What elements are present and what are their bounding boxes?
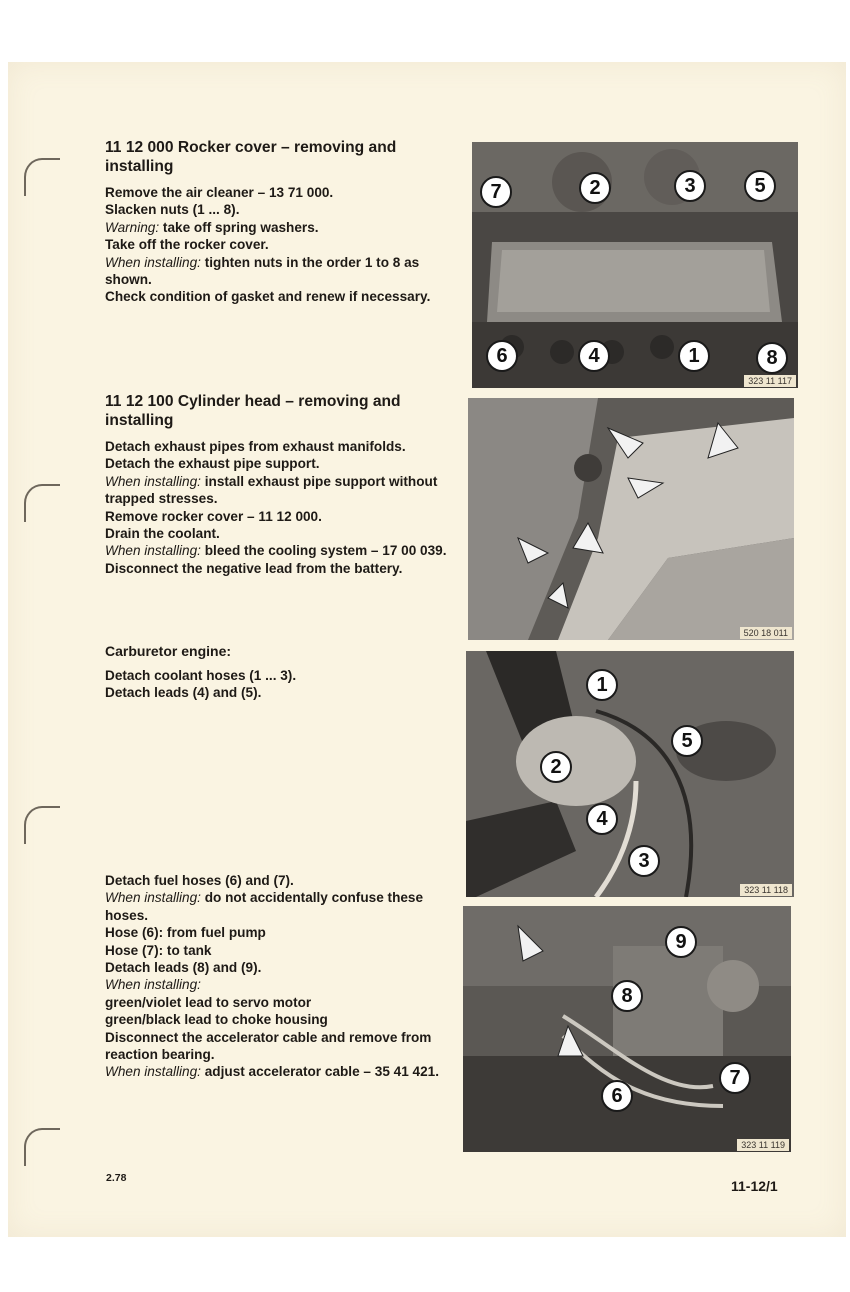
text-line: Slacken nuts (1 ... 8). [105, 202, 240, 218]
install-note [105, 889, 460, 924]
photo-rocker-cover [472, 142, 798, 388]
callout-6: 6 [486, 340, 518, 372]
text-line: Detach coolant hoses (1 ... 3). [105, 668, 297, 683]
binder-hole [24, 158, 60, 196]
text-line: Disconnect the accelerator cable and remove from reaction bearing. [105, 1029, 432, 1063]
page-number: 11-12/1 [731, 1178, 778, 1194]
section-heading: Carburetor engine: [105, 643, 232, 659]
callout-1: 1 [678, 340, 710, 372]
text-line: Hose (7): to tank [105, 942, 212, 958]
note-label: When installing: [105, 977, 201, 993]
callout-3: 3 [674, 170, 706, 202]
text-line: Hose (6): from fuel pump [105, 925, 266, 941]
install-note [105, 542, 460, 559]
note-label: When installing: [105, 543, 201, 559]
callout-1: 1 [586, 669, 618, 701]
callout-8: 8 [756, 342, 788, 374]
text-line: Detach leads (4) and (5). [105, 685, 262, 701]
text-line: Detach fuel hoses (6) and (7). [105, 873, 294, 888]
photo-caption: 520 18 011 [740, 627, 792, 639]
note-label: When installing: [105, 254, 201, 270]
callout-2: 2 [540, 751, 572, 783]
callout-5: 5 [744, 170, 776, 202]
text-line: Check condition of gasket and renew if necessary. [105, 289, 431, 305]
section-fuel-hoses [105, 872, 460, 1081]
text-line: Take off the rocker cover. [105, 237, 269, 253]
warning-line [105, 219, 460, 236]
photo-exhaust [468, 398, 794, 640]
page-date: 2.78 [106, 1172, 127, 1184]
note-label: When installing: [105, 473, 201, 489]
text-line: Remove rocker cover – 11 12 000. [105, 508, 322, 524]
text-line: Drain the coolant. [105, 526, 220, 542]
note-label: When installing: [105, 1064, 201, 1080]
warning-text: take off spring washers. [159, 219, 319, 235]
photo-fuel-hoses [463, 906, 791, 1152]
callout-4: 4 [586, 803, 618, 835]
photo-caption: 323 11 118 [740, 884, 792, 896]
warning-label: Warning: [105, 219, 160, 235]
callout-3: 3 [628, 845, 660, 877]
callout-7: 7 [719, 1062, 751, 1094]
install-note [105, 473, 460, 508]
section-rocker-cover [105, 138, 460, 306]
callout-5: 5 [671, 725, 703, 757]
carburetor-illustration [463, 906, 791, 1152]
callout-2: 2 [579, 172, 611, 204]
note-text: install exhaust pipe support without trapped stresses. [105, 473, 438, 507]
section-cylinder-head [105, 392, 460, 577]
text-line: green/black lead to choke housing [105, 1012, 328, 1028]
callout-4: 4 [578, 340, 610, 372]
callout-6: 6 [601, 1080, 633, 1112]
text-line: Remove the air cleaner – 13 71 000. [105, 185, 334, 200]
callout-9: 9 [665, 926, 697, 958]
section-heading: 11 12 000 Rocker cover – removing and installing [105, 139, 397, 175]
photo-caption: 323 11 117 [744, 375, 796, 387]
section-heading: 11 12 100 Cylinder head – removing and installing [105, 393, 401, 429]
binder-hole [24, 1128, 60, 1166]
binder-hole [24, 484, 60, 522]
text-line: Detach exhaust pipes from exhaust manifolds. [105, 439, 406, 454]
section-carburetor [105, 642, 460, 702]
note-text: tighten nuts in the order 1 to 8 as shown. [105, 254, 420, 288]
note-text: do not accidentally confuse these hoses. [105, 890, 424, 923]
text-line: green/violet lead to servo motor [105, 994, 312, 1010]
note-text: bleed the cooling system – 17 00 039. [200, 543, 447, 559]
text-line: Detach leads (8) and (9). [105, 960, 262, 976]
text-line: Disconnect the negative lead from the battery. [105, 560, 403, 576]
note-label: When installing: [105, 890, 201, 906]
photo-coolant-hoses [466, 651, 794, 897]
exhaust-illustration [468, 398, 794, 640]
install-note [105, 1063, 460, 1080]
binder-hole [24, 806, 60, 844]
note-text: adjust accelerator cable – 35 41 421. [200, 1064, 440, 1080]
callout-7: 7 [480, 176, 512, 208]
install-note [105, 254, 460, 289]
text-line: Detach the exhaust pipe support. [105, 456, 320, 472]
photo-caption: 323 11 119 [737, 1139, 789, 1151]
callout-8: 8 [611, 980, 643, 1012]
